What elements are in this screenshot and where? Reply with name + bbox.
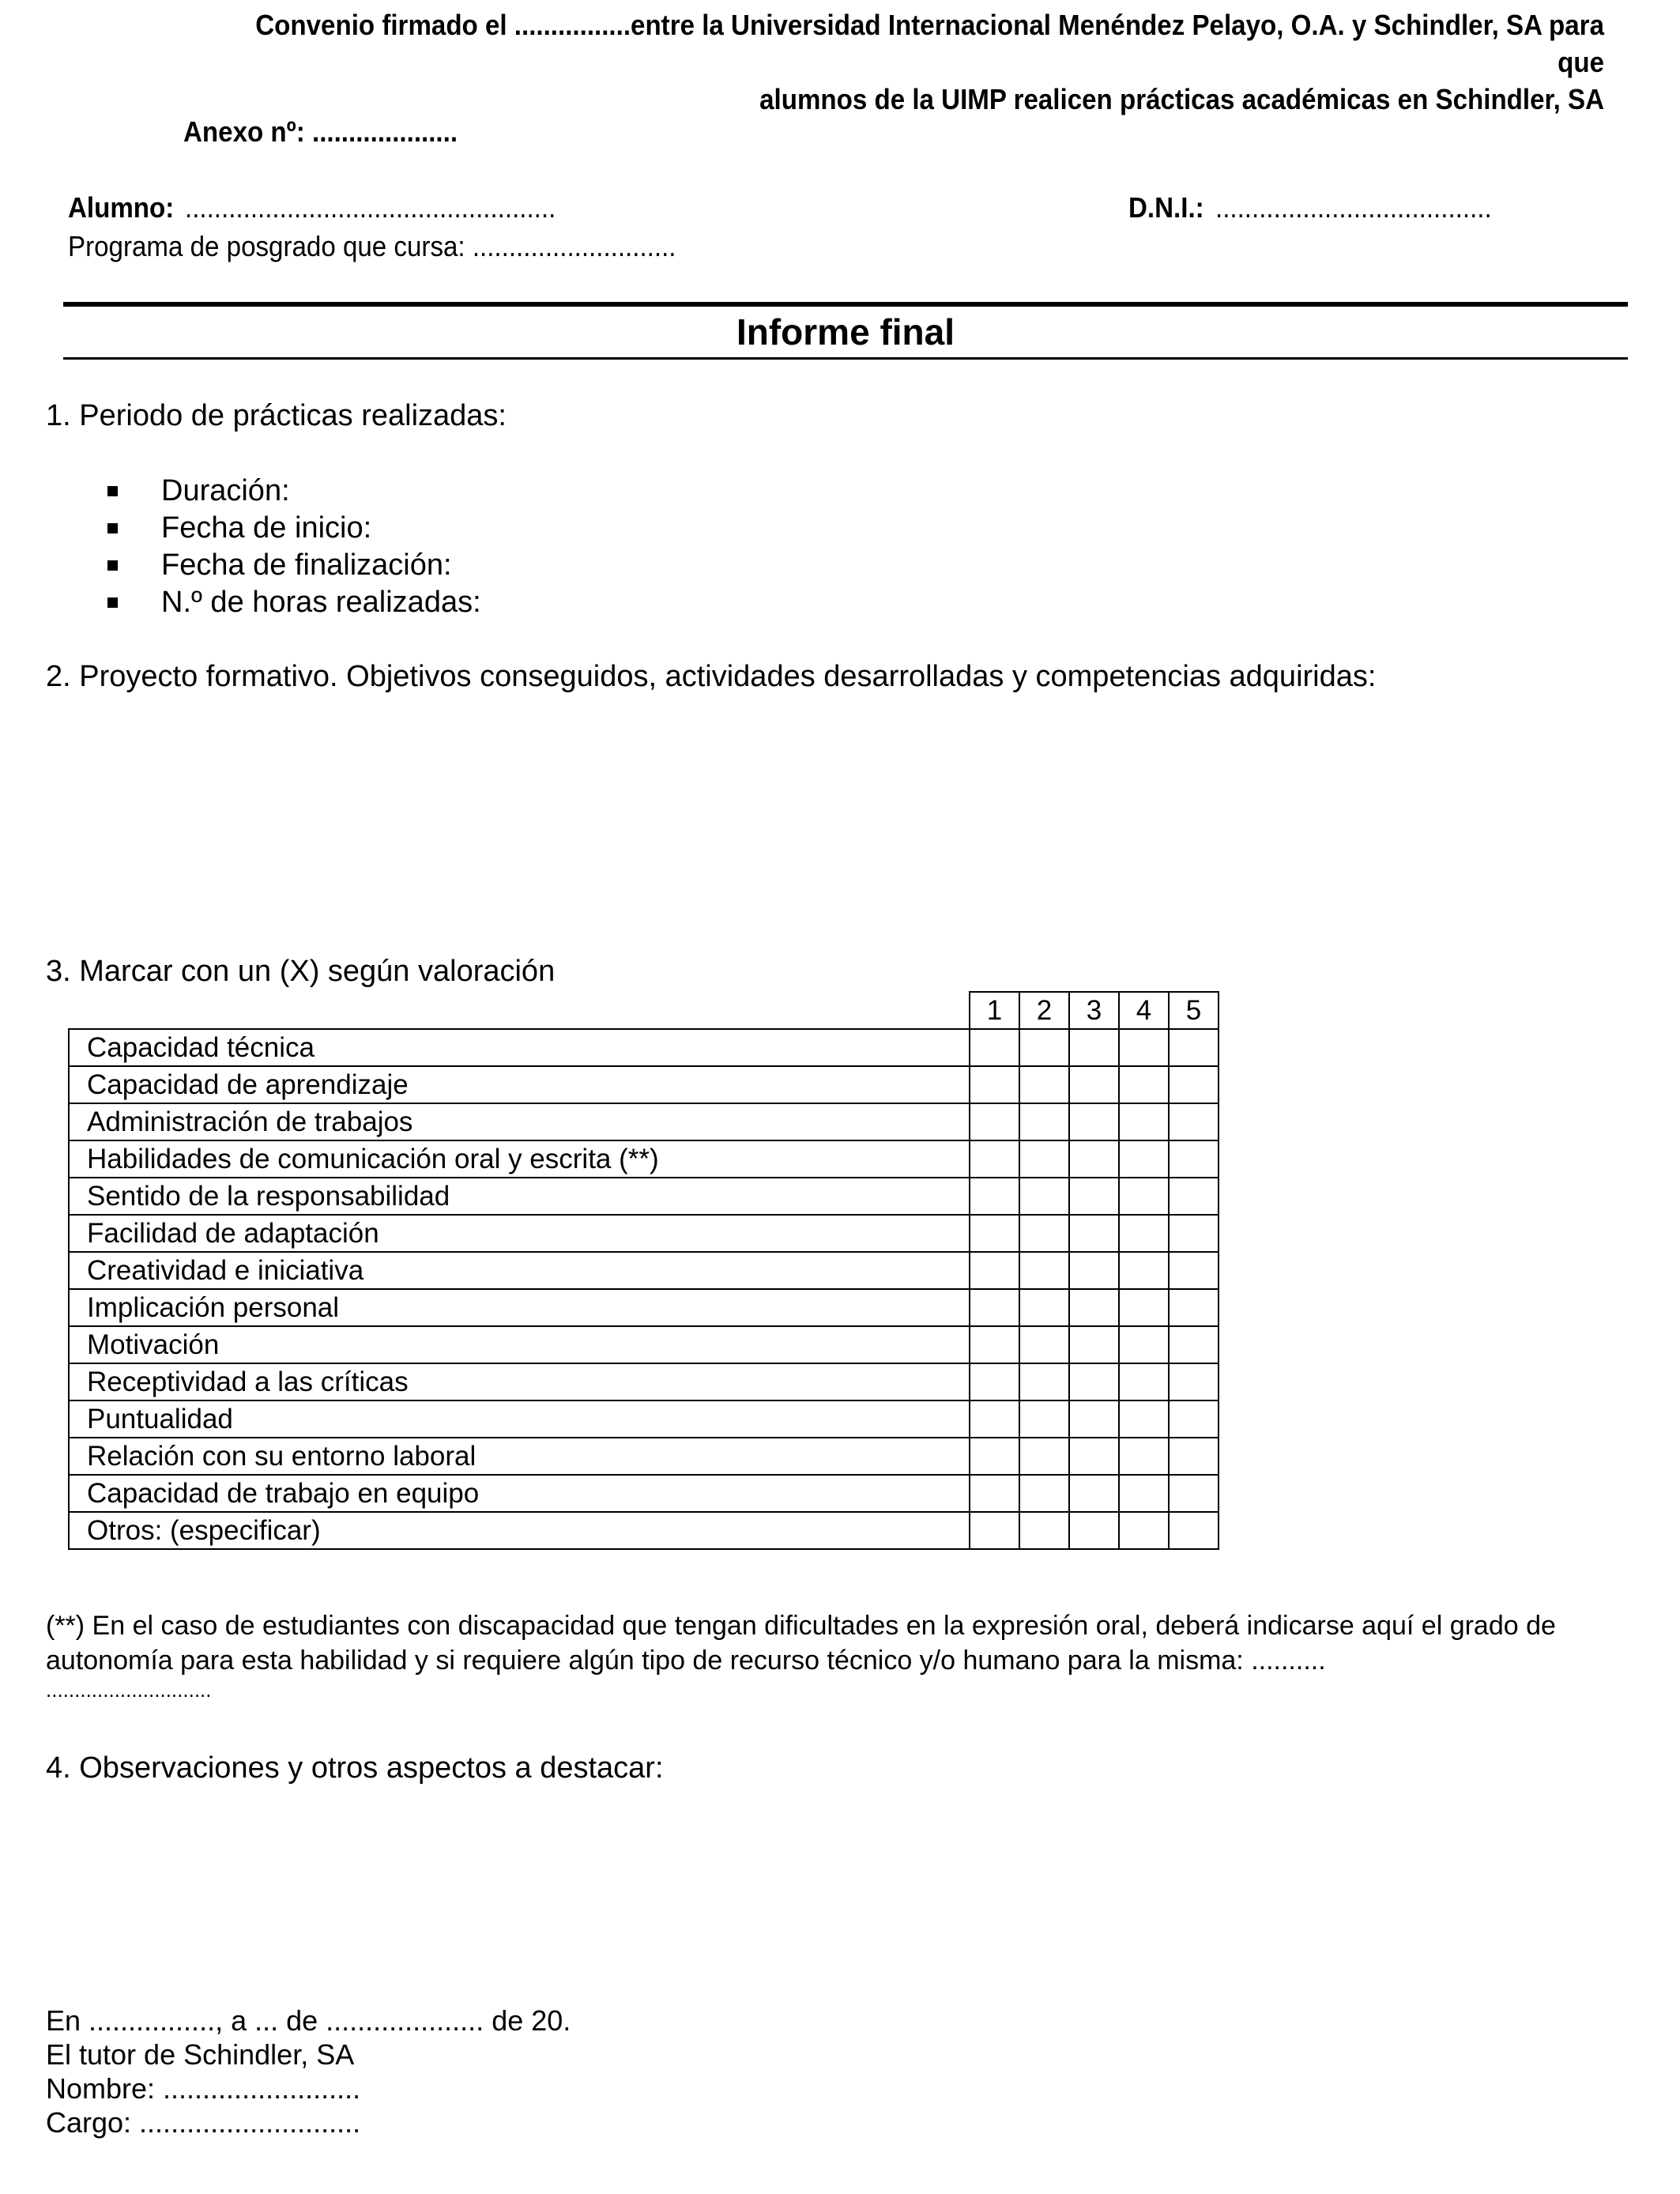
rating-checkbox-2[interactable]: [1019, 1178, 1069, 1215]
rating-checkbox-3[interactable]: [1069, 1140, 1119, 1178]
criterion-label: Capacidad de trabajo en equipo: [69, 1475, 970, 1512]
rating-checkbox-1[interactable]: [970, 1326, 1019, 1363]
rating-checkbox-2[interactable]: [1019, 1066, 1069, 1103]
rating-checkbox-5[interactable]: [1169, 1400, 1219, 1438]
alumno-field: [68, 191, 183, 224]
scale-row: [69, 992, 1219, 1029]
rating-checkbox-5[interactable]: [1169, 1252, 1219, 1289]
page-title: Informe final: [736, 311, 955, 352]
rating-checkbox-2[interactable]: [1019, 1363, 1069, 1400]
scale-blank: [69, 992, 970, 1029]
criterion-label: Implicación personal: [69, 1289, 970, 1326]
rating-checkbox-3[interactable]: [1069, 1400, 1119, 1438]
scale-label: 3: [1069, 992, 1119, 1029]
section-4-heading: 4. Observaciones y otros aspectos a destacar:: [46, 1751, 664, 1785]
rating-checkbox-4[interactable]: [1119, 1066, 1169, 1103]
rating-checkbox-4[interactable]: [1119, 1326, 1169, 1363]
rating-checkbox-2[interactable]: [1019, 1103, 1069, 1140]
rating-checkbox-1[interactable]: [970, 1066, 1019, 1103]
agreement-header: [237, 6, 1604, 118]
rating-checkbox-3[interactable]: [1069, 1475, 1119, 1512]
criterion-label: Creatividad e iniciativa: [69, 1252, 970, 1289]
rating-checkbox-4[interactable]: [1119, 1252, 1169, 1289]
table-row: [69, 1252, 1219, 1289]
footnote: [46, 1608, 1626, 1702]
anexo-label: Anexo nº:: [183, 115, 305, 148]
rating-checkbox-4[interactable]: [1119, 1140, 1169, 1178]
rating-checkbox-3[interactable]: [1069, 1029, 1119, 1066]
criterion-label: Otros: (especificar): [69, 1512, 970, 1549]
criterion-label: Habilidades de comunicación oral y escrita (**): [69, 1140, 970, 1178]
rating-checkbox-2[interactable]: [1019, 1326, 1069, 1363]
rating-checkbox-5[interactable]: [1169, 1140, 1219, 1178]
dni-value[interactable]: ......................................: [1215, 191, 1492, 224]
cargo-line[interactable]: Cargo: ............................: [46, 2106, 361, 2139]
rating-checkbox-1[interactable]: [970, 1289, 1019, 1326]
rating-checkbox-1[interactable]: [970, 1363, 1019, 1400]
criterion-label: Sentido de la responsabilidad: [69, 1178, 970, 1215]
criterion-label: Receptividad a las críticas: [69, 1363, 970, 1400]
rating-checkbox-3[interactable]: [1069, 1363, 1119, 1400]
rating-checkbox-1[interactable]: [970, 1103, 1019, 1140]
rating-checkbox-2[interactable]: [1019, 1438, 1069, 1475]
rating-checkbox-1[interactable]: [970, 1140, 1019, 1178]
rating-checkbox-2[interactable]: [1019, 1140, 1069, 1178]
rating-checkbox-4[interactable]: [1119, 1475, 1169, 1512]
table-row: [69, 1363, 1219, 1400]
rating-checkbox-4[interactable]: [1119, 1438, 1169, 1475]
rating-checkbox-5[interactable]: [1169, 1475, 1219, 1512]
footnote-line-2[interactable]: autonomía para esta habilidad y si requiere algún tipo de recurso técnico y/o humano para la misma: ..........: [46, 1646, 1326, 1676]
table-row: [69, 1215, 1219, 1252]
rating-checkbox-5[interactable]: [1169, 1326, 1219, 1363]
rating-checkbox-3[interactable]: [1069, 1178, 1119, 1215]
scale-label: 2: [1019, 992, 1069, 1029]
rating-checkbox-4[interactable]: [1119, 1363, 1169, 1400]
list-item[interactable]: Fecha de finalización:: [104, 547, 481, 584]
rating-checkbox-1[interactable]: [970, 1400, 1019, 1438]
rating-checkbox-5[interactable]: [1169, 1438, 1219, 1475]
rating-checkbox-2[interactable]: [1019, 1475, 1069, 1512]
table-row: [69, 1140, 1219, 1178]
anexo-field: [183, 115, 458, 149]
table-row: [69, 1178, 1219, 1215]
signature-block: [46, 2004, 571, 2139]
section-2-heading: 2. Proyecto formativo. Objetivos conseguidos, actividades desarrolladas y competencias adquiridas:: [46, 660, 1377, 693]
list-item[interactable]: Duración:: [104, 473, 481, 510]
table-row: [69, 1438, 1219, 1475]
rating-checkbox-3[interactable]: [1069, 1438, 1119, 1475]
rating-checkbox-1[interactable]: [970, 1512, 1019, 1549]
tutor-line: El tutor de Schindler, SA: [46, 2038, 355, 2071]
period-list: [104, 473, 481, 621]
alumno-value[interactable]: ...................................................: [185, 191, 556, 224]
dni-label: D.N.I.:: [1128, 191, 1204, 224]
scale-label: 1: [970, 992, 1019, 1029]
table-row: [69, 1475, 1219, 1512]
rating-checkbox-1[interactable]: [970, 1475, 1019, 1512]
criterion-label: Motivación: [69, 1326, 970, 1363]
title-rule-bottom: [63, 357, 1628, 360]
rating-checkbox-5[interactable]: [1169, 1103, 1219, 1140]
rating-checkbox-3[interactable]: [1069, 1326, 1119, 1363]
rating-checkbox-1[interactable]: [970, 1438, 1019, 1475]
rating-checkbox-1[interactable]: [970, 1215, 1019, 1252]
nombre-line[interactable]: Nombre: .........................: [46, 2072, 361, 2105]
rating-checkbox-3[interactable]: [1069, 1512, 1119, 1549]
rating-checkbox-5[interactable]: [1169, 1289, 1219, 1326]
rating-checkbox-5[interactable]: [1169, 1363, 1219, 1400]
criterion-label: Capacidad de aprendizaje: [69, 1066, 970, 1103]
table-row: [69, 1103, 1219, 1140]
criterion-label: Capacidad técnica: [69, 1029, 970, 1066]
rating-checkbox-4[interactable]: [1119, 1103, 1169, 1140]
place-date-line[interactable]: En ................, a ... de .................... de 20.: [46, 2004, 571, 2037]
anexo-value[interactable]: ....................: [311, 115, 458, 148]
table-row: [69, 1326, 1219, 1363]
table-row: [69, 1066, 1219, 1103]
rating-checkbox-1[interactable]: [970, 1029, 1019, 1066]
section-3-heading: 3. Marcar con un (X) según valoración: [46, 955, 556, 988]
table-row: [69, 1289, 1219, 1326]
header-line-1: Convenio firmado el ................entre la Universidad Internacional Menéndez Pelayo, O.A. y Schindler, SA para que: [255, 9, 1604, 78]
rating-checkbox-3[interactable]: [1069, 1215, 1119, 1252]
rating-checkbox-2[interactable]: [1019, 1512, 1069, 1549]
title-rule-top: [63, 302, 1628, 307]
rating-table: [68, 991, 1219, 1550]
rating-checkbox-1[interactable]: [970, 1178, 1019, 1215]
rating-checkbox-4[interactable]: [1119, 1400, 1169, 1438]
rating-checkbox-3[interactable]: [1069, 1252, 1119, 1289]
rating-checkbox-5[interactable]: [1169, 1215, 1219, 1252]
rating-checkbox-3[interactable]: [1069, 1103, 1119, 1140]
rating-checkbox-2[interactable]: [1019, 1289, 1069, 1326]
criteria-body: [69, 1029, 1219, 1549]
criterion-label: Relación con su entorno laboral: [69, 1438, 970, 1475]
rating-checkbox-5[interactable]: [1169, 1029, 1219, 1066]
programa-field[interactable]: Programa de posgrado que cursa: ............................: [68, 230, 676, 262]
header-line-2: alumnos de la UIMP realicen prácticas académicas en Schindler, SA: [759, 83, 1604, 115]
alumno-label: Alumno:: [68, 191, 175, 224]
rating-checkbox-5[interactable]: [1169, 1066, 1219, 1103]
table-row: [69, 1029, 1219, 1066]
rating-checkbox-4[interactable]: [1119, 1215, 1169, 1252]
rating-checkbox-1[interactable]: [970, 1252, 1019, 1289]
table-row: [69, 1512, 1219, 1549]
rating-checkbox-3[interactable]: [1069, 1289, 1119, 1326]
rating-checkbox-4[interactable]: [1119, 1178, 1169, 1215]
rating-checkbox-2[interactable]: [1019, 1400, 1069, 1438]
footnote-line-3[interactable]: .............................: [46, 1678, 212, 1702]
rating-checkbox-3[interactable]: [1069, 1066, 1119, 1103]
criterion-label: Puntualidad: [69, 1400, 970, 1438]
scale-label: 5: [1169, 992, 1219, 1029]
rating-checkbox-4[interactable]: [1119, 1029, 1169, 1066]
rating-checkbox-2[interactable]: [1019, 1215, 1069, 1252]
scale-label: 4: [1119, 992, 1169, 1029]
criterion-label: Facilidad de adaptación: [69, 1215, 970, 1252]
list-item[interactable]: Fecha de inicio:: [104, 510, 481, 547]
section-1-heading: 1. Periodo de prácticas realizadas:: [46, 399, 507, 432]
rating-checkbox-2[interactable]: [1019, 1029, 1069, 1066]
rating-checkbox-5[interactable]: [1169, 1178, 1219, 1215]
rating-checkbox-2[interactable]: [1019, 1252, 1069, 1289]
table-row: [69, 1400, 1219, 1438]
rating-checkbox-5[interactable]: [1169, 1512, 1219, 1549]
rating-checkbox-4[interactable]: [1119, 1289, 1169, 1326]
list-item[interactable]: N.º de horas realizadas:: [104, 584, 481, 621]
footnote-line-1: (**) En el caso de estudiantes con discapacidad que tengan dificultades en la expresión oral, deberá indicarse aquí el grado de: [46, 1611, 1556, 1641]
criterion-label: Administración de trabajos: [69, 1103, 970, 1140]
rating-checkbox-4[interactable]: [1119, 1512, 1169, 1549]
